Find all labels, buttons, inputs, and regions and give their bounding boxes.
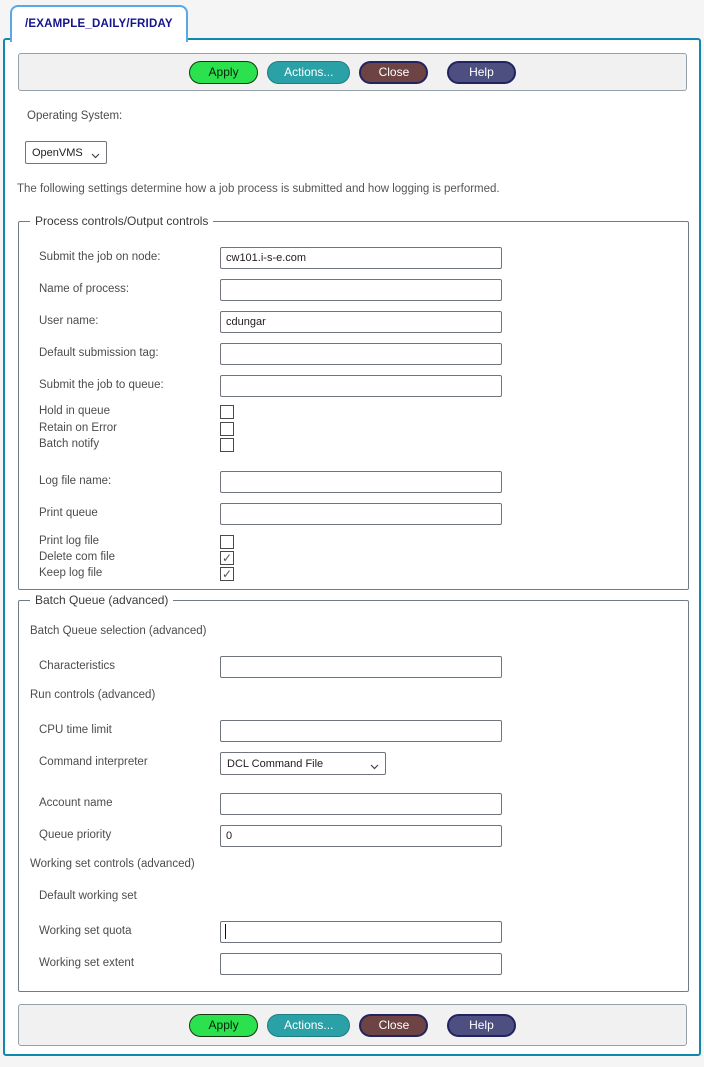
operating-system-label: Operating System: xyxy=(27,110,123,122)
text-caret xyxy=(225,924,226,939)
hold-in-queue-checkbox[interactable] xyxy=(220,405,234,419)
print-queue-input[interactable] xyxy=(220,503,502,525)
chevron-down-icon xyxy=(370,761,379,767)
account-name-label: Account name xyxy=(39,797,113,809)
working-set-extent-input[interactable] xyxy=(220,953,502,975)
help-button-top[interactable]: Help xyxy=(447,61,516,84)
process-name-input[interactable] xyxy=(220,279,502,301)
batch-queue-group xyxy=(18,593,689,992)
keep-log-file-label: Keep log file xyxy=(39,567,103,579)
print-queue-label: Print queue xyxy=(39,507,98,519)
batch-queue-selection-heading: Batch Queue selection (advanced) xyxy=(30,625,207,637)
hold-in-queue-label: Hold in queue xyxy=(39,405,110,417)
settings-description: The following settings determine how a job process is submitted and how logging is performed. xyxy=(17,183,500,195)
close-button-bottom[interactable]: Close xyxy=(359,1014,428,1037)
operating-system-select[interactable] xyxy=(25,141,107,164)
batch-notify-label: Batch notify xyxy=(39,438,100,450)
help-button-bottom[interactable]: Help xyxy=(447,1014,516,1037)
submission-tag-input[interactable] xyxy=(220,343,502,365)
retain-on-error-label: Retain on Error xyxy=(39,422,117,434)
submit-queue-input[interactable] xyxy=(220,375,502,397)
delete-com-file-checkbox[interactable]: ✓ xyxy=(221,551,233,565)
tab-label: /EXAMPLE_DAILY/FRIDAY xyxy=(25,18,173,30)
delete-com-file-label: Delete com file xyxy=(39,551,116,563)
actions-button-top[interactable]: Actions... xyxy=(267,61,350,84)
queue-priority-label: Queue priority xyxy=(39,829,112,841)
submit-node-input[interactable] xyxy=(220,247,502,269)
print-log-file-label: Print log file xyxy=(39,535,100,547)
batch-queue-legend: Batch Queue (advanced) xyxy=(30,593,173,607)
process-controls-legend: Process controls/Output controls xyxy=(30,214,213,228)
characteristics-input[interactable] xyxy=(220,656,502,678)
working-set-quota-input[interactable] xyxy=(220,921,502,943)
job-dialog-window xyxy=(3,38,701,1056)
close-button-top[interactable]: Close xyxy=(359,61,428,84)
log-file-name-label: Log file name: xyxy=(39,475,112,487)
operating-system-value: OpenVMS xyxy=(32,146,83,159)
process-controls-group xyxy=(18,214,689,590)
user-name-label: User name: xyxy=(39,315,99,327)
apply-button-top[interactable]: Apply xyxy=(189,61,258,84)
actions-button-bottom[interactable]: Actions... xyxy=(267,1014,350,1037)
characteristics-label: Characteristics xyxy=(39,660,116,672)
toolbar-bottom xyxy=(18,1004,687,1046)
working-set-controls-heading: Working set controls (advanced) xyxy=(30,858,195,870)
retain-on-error-checkbox[interactable] xyxy=(220,422,234,436)
user-name-input[interactable] xyxy=(220,311,502,333)
submit-node-label: Submit the job on node: xyxy=(39,251,161,263)
chevron-down-icon xyxy=(91,150,100,156)
submission-tag-label: Default submission tag: xyxy=(39,347,159,359)
working-set-quota-label: Working set quota xyxy=(39,925,132,937)
keep-log-file-checkbox[interactable]: ✓ xyxy=(221,567,233,581)
command-interpreter-value: DCL Command File xyxy=(227,757,324,770)
command-interpreter-label: Command interpreter xyxy=(39,756,148,768)
log-file-name-input[interactable] xyxy=(220,471,502,493)
apply-button-bottom[interactable]: Apply xyxy=(189,1014,258,1037)
account-name-input[interactable] xyxy=(220,793,502,815)
cpu-time-limit-label: CPU time limit xyxy=(39,724,112,736)
working-set-extent-label: Working set extent xyxy=(39,957,135,969)
cpu-time-limit-input[interactable] xyxy=(220,720,502,742)
process-name-label: Name of process: xyxy=(39,283,130,295)
print-log-file-checkbox[interactable] xyxy=(220,535,234,549)
batch-notify-checkbox[interactable] xyxy=(220,438,234,452)
submit-queue-label: Submit the job to queue: xyxy=(39,379,164,391)
toolbar-top xyxy=(18,53,687,91)
queue-priority-input[interactable] xyxy=(220,825,502,847)
run-controls-heading: Run controls (advanced) xyxy=(30,689,156,701)
default-working-set-label: Default working set xyxy=(39,890,137,902)
command-interpreter-select[interactable] xyxy=(220,752,386,775)
tab-example-daily-friday[interactable] xyxy=(10,5,188,42)
